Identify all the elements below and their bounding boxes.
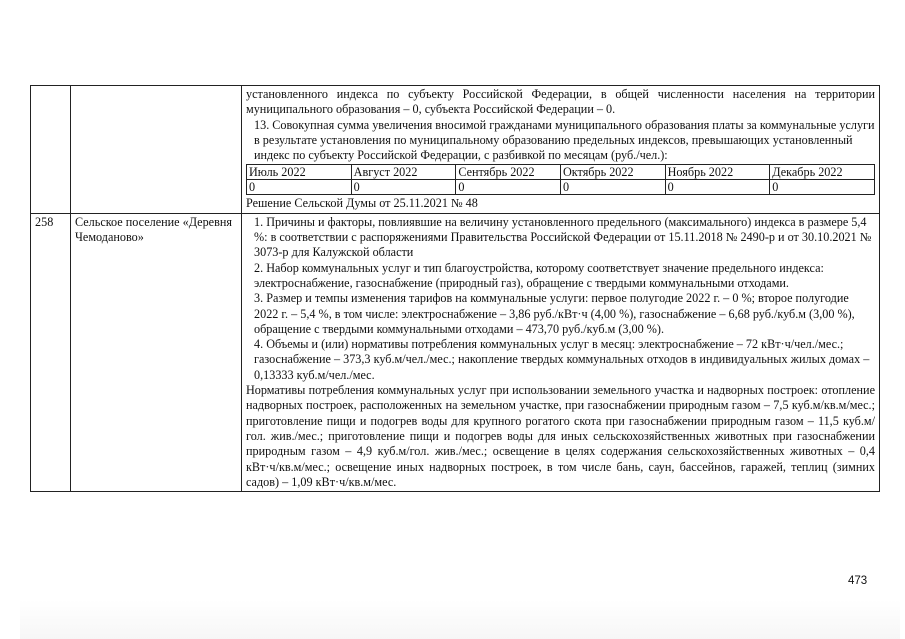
month-header: Сентябрь 2022: [456, 165, 561, 180]
month-value: 0: [351, 180, 456, 195]
month-header: Август 2022: [351, 165, 456, 180]
months-value-row: [247, 180, 875, 195]
month-header: Июль 2022: [247, 165, 352, 180]
table-row-continuation: [31, 86, 880, 214]
table-row-258: [31, 213, 880, 491]
scan-shadow: [20, 600, 900, 639]
month-value: 0: [247, 180, 352, 195]
number-cell: [31, 86, 71, 214]
paragraph-2: 2. Набор коммунальных услуг и тип благоустройства, которому соответствует значение предельного индекса: электроснабжение, газоснабжение (природный газ), обращение с твердыми коммунальными отходами.: [254, 260, 824, 290]
item-13-text: 13. Совокупная сумма увеличения вносимой гражданами муниципального образования платы за коммунальные услуги в результате установления по муниципальному образованию предельных индексов, превышающих установленный индекс по субъекту Российской Федерации, с разбивкой по месяцам (руб./чел.):: [254, 117, 875, 163]
decision-text: Решение Сельской Думы от 25.11.2021 № 48: [246, 196, 478, 211]
paragraph-5: Нормативы потребления коммунальных услуг при использовании земельного участка и надворных построек: отопление надворных построек, расположенных на земельном участке, при газоснабжении природным газом – 7,5 куб.м/кв.м/мес.; приготовление пищи и подогрев воды для крупного рогатого скота при газоснабжении природным газом – 11,5 куб.м/гол. жив./мес.; приготовление пищи и подогрев воды для иных сельскохозяйственных животных при газоснабжении природным газом – 4,9 куб.м/гол. жив./мес.; освещение в целях содержания сельскохозяйственных животных – 0,4 кВт·ч/кв.м/мес.; освещение иных надворных построек, в том числе бань, саун, бассейнов, гаражей, теплиц (зимних садов) – 1,09 кВт·ч/кв.м/мес.: [246, 383, 875, 489]
months-header-row: [247, 165, 875, 180]
paragraph-3: 3. Размер и темпы изменения тарифов на коммунальные услуги: первое полугодие 2022 г. – 0 %; второе полугодие 2022 г. – 5,4 %, в том числе: электроснабжение – 3,86 руб./кВт·ч (4,00 %), газоснабжение – 6,68 руб./куб.м (3,00 %), обращение с твердыми коммунальными отходами – 473,70 руб./куб.м (3,00 %).: [254, 291, 855, 336]
description-cell: [242, 213, 880, 491]
month-header: Октябрь 2022: [560, 165, 665, 180]
month-header: Ноябрь 2022: [665, 165, 770, 180]
description-cell: [242, 86, 880, 214]
row-number: 258: [31, 213, 71, 491]
settlement-cell: [71, 86, 242, 214]
monthly-increase-table: [246, 164, 875, 195]
page-number: 473: [848, 575, 868, 587]
continuation-text: установленного индекса по субъекту Российской Федерации, в общей численности населения на территории муниципального образования – 0, субъекта Российской Федерации – 0.: [246, 87, 875, 117]
month-value: 0: [770, 180, 875, 195]
month-value: 0: [560, 180, 665, 195]
municipal-index-table: [30, 85, 880, 492]
month-value: 0: [665, 180, 770, 195]
paragraph-4: 4. Объемы и (или) нормативы потребления коммунальных услуг в месяц: электроснабжение – 72 кВт·ч/чел./мес.; газоснабжение – 373,3 куб.м/чел./мес.; накопление твердых коммунальных отходов в индивидуальных жилых домах – 0,13333 куб.м/чел./мес.: [254, 337, 870, 382]
month-header: Декабрь 2022: [770, 165, 875, 180]
month-value: 0: [456, 180, 561, 195]
paragraph-1: 1. Причины и факторы, повлиявшие на величину установленного предельного (максимального) индекса в размере 5,4 %: в соответствии с распоряжениями Правительства Российской Федерации от 15.11.2018 № 2490-р и от 30.10.2021 № 3073-р для Калужской области: [254, 214, 872, 260]
settlement-name: Сельское поселение «Деревня Чемоданово»: [71, 213, 242, 491]
